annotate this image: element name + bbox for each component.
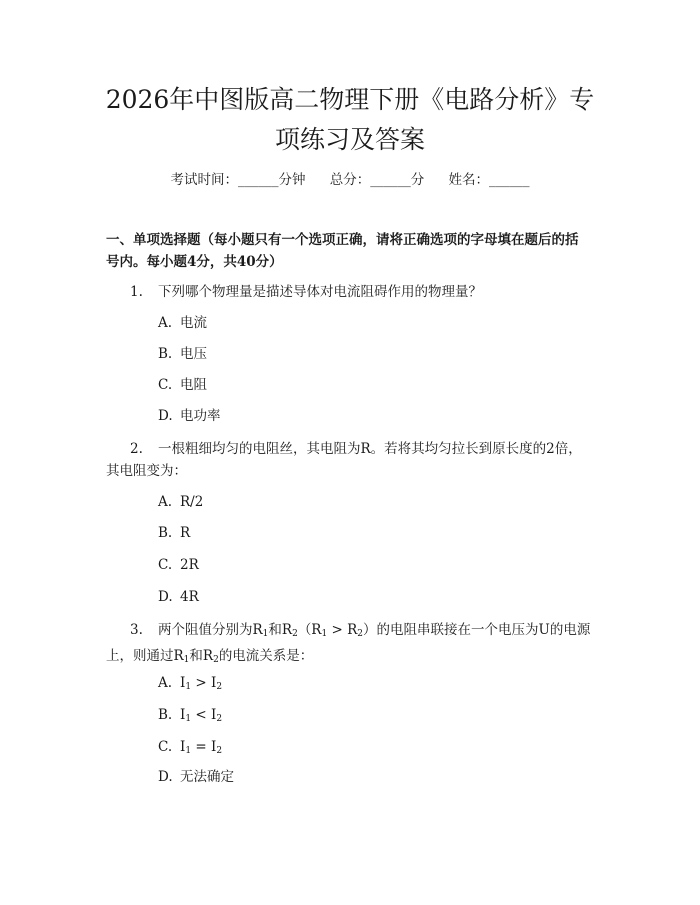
option-text: I xyxy=(180,739,186,755)
option-letter: A. xyxy=(158,494,173,510)
question-text: > R xyxy=(327,622,358,638)
option-text: < I xyxy=(191,707,217,723)
option-text: 4R xyxy=(180,589,199,605)
exam-total-score: 总分：______分 xyxy=(329,172,425,188)
question-3-option-d xyxy=(158,767,234,787)
option-letter: B. xyxy=(158,346,173,362)
question-number: 3. xyxy=(130,622,143,638)
section-heading-line-1: 一、单项选择题（每小题只有一个选项正确，请将正确选项的字母填在题后的括 xyxy=(106,232,579,248)
option-text: > I xyxy=(191,675,217,691)
subscript: 1 xyxy=(183,655,190,665)
option-text: R xyxy=(180,525,191,541)
option-letter: A. xyxy=(158,315,173,331)
question-1-option-c xyxy=(158,375,207,395)
question-text: （R xyxy=(297,622,322,638)
question-2 xyxy=(106,438,606,482)
question-2-option-d xyxy=(158,587,199,607)
question-1-option-d xyxy=(158,406,221,426)
option-text: = I xyxy=(191,739,217,755)
question-1-option-b xyxy=(158,344,207,364)
option-text: 2R xyxy=(180,557,199,573)
question-3 xyxy=(106,619,606,671)
exam-meta xyxy=(0,168,700,188)
question-number: 1. xyxy=(130,284,143,300)
subscript: 2 xyxy=(357,629,364,639)
subscript: 2 xyxy=(213,655,219,665)
option-letter: C. xyxy=(158,557,173,573)
question-text: 的电流关系是： xyxy=(218,648,314,664)
option-text: R/2 xyxy=(180,494,204,510)
question-text: 上，则通过R xyxy=(106,648,184,664)
question-text-line-1: 一根粗细均匀的电阻丝，其电阻为R。若将其均匀拉长到原长度的2倍， xyxy=(158,441,582,457)
question-number: 2. xyxy=(130,441,143,457)
document-title xyxy=(60,80,640,160)
question-2-option-b xyxy=(158,523,190,543)
question-text: ）的电阻串联接在一个电压为U的电源 xyxy=(363,622,591,638)
title-line-2: 项练习及答案 xyxy=(274,125,425,154)
subscript: 2 xyxy=(216,682,223,692)
question-2-option-c xyxy=(158,555,199,575)
option-letter: D. xyxy=(158,408,173,424)
question-text: 和R xyxy=(268,622,293,638)
subscript: 2 xyxy=(292,629,298,639)
question-text: 和R xyxy=(189,648,214,664)
question-text-line-2: 其电阻变为： xyxy=(106,463,187,479)
subscript: 2 xyxy=(216,746,223,756)
option-text: I xyxy=(180,707,186,723)
section-heading-line-2: 号内。每小题4分，共40分） xyxy=(106,254,283,270)
question-3-option-c xyxy=(158,737,222,761)
option-text: 电压 xyxy=(180,346,207,362)
question-3-option-a xyxy=(158,673,222,697)
exam-time: 考试时间：______分钟 xyxy=(170,172,306,188)
subscript: 1 xyxy=(262,629,269,639)
subscript: 1 xyxy=(185,682,192,692)
option-text: 电功率 xyxy=(180,408,221,424)
option-letter: C. xyxy=(158,377,173,393)
option-letter: D. xyxy=(158,769,173,785)
question-3-option-b xyxy=(158,705,222,729)
option-letter: C. xyxy=(158,739,173,755)
subscript: 2 xyxy=(216,714,223,724)
question-1-option-a xyxy=(158,313,207,333)
option-text: I xyxy=(180,675,186,691)
option-text: 无法确定 xyxy=(180,769,234,785)
option-letter: B. xyxy=(158,525,173,541)
option-letter: B. xyxy=(158,707,173,723)
question-text: 两个阻值分别为R xyxy=(158,622,263,638)
question-2-option-a xyxy=(158,492,203,512)
question-text: 下列哪个物理量是描述导体对电流阻碍作用的物理量？ xyxy=(158,284,482,300)
section-heading xyxy=(106,229,606,273)
subscript: 1 xyxy=(321,629,328,639)
option-text: 电阻 xyxy=(180,377,207,393)
question-1 xyxy=(106,281,606,303)
subscript: 1 xyxy=(185,746,192,756)
title-line-1: 2026年中图版高二物理下册《电路分析》专 xyxy=(105,85,595,114)
option-letter: A. xyxy=(158,675,173,691)
student-name: 姓名：______ xyxy=(448,172,530,188)
subscript: 1 xyxy=(185,714,192,724)
option-letter: D. xyxy=(158,589,173,605)
option-text: 电流 xyxy=(180,315,207,331)
